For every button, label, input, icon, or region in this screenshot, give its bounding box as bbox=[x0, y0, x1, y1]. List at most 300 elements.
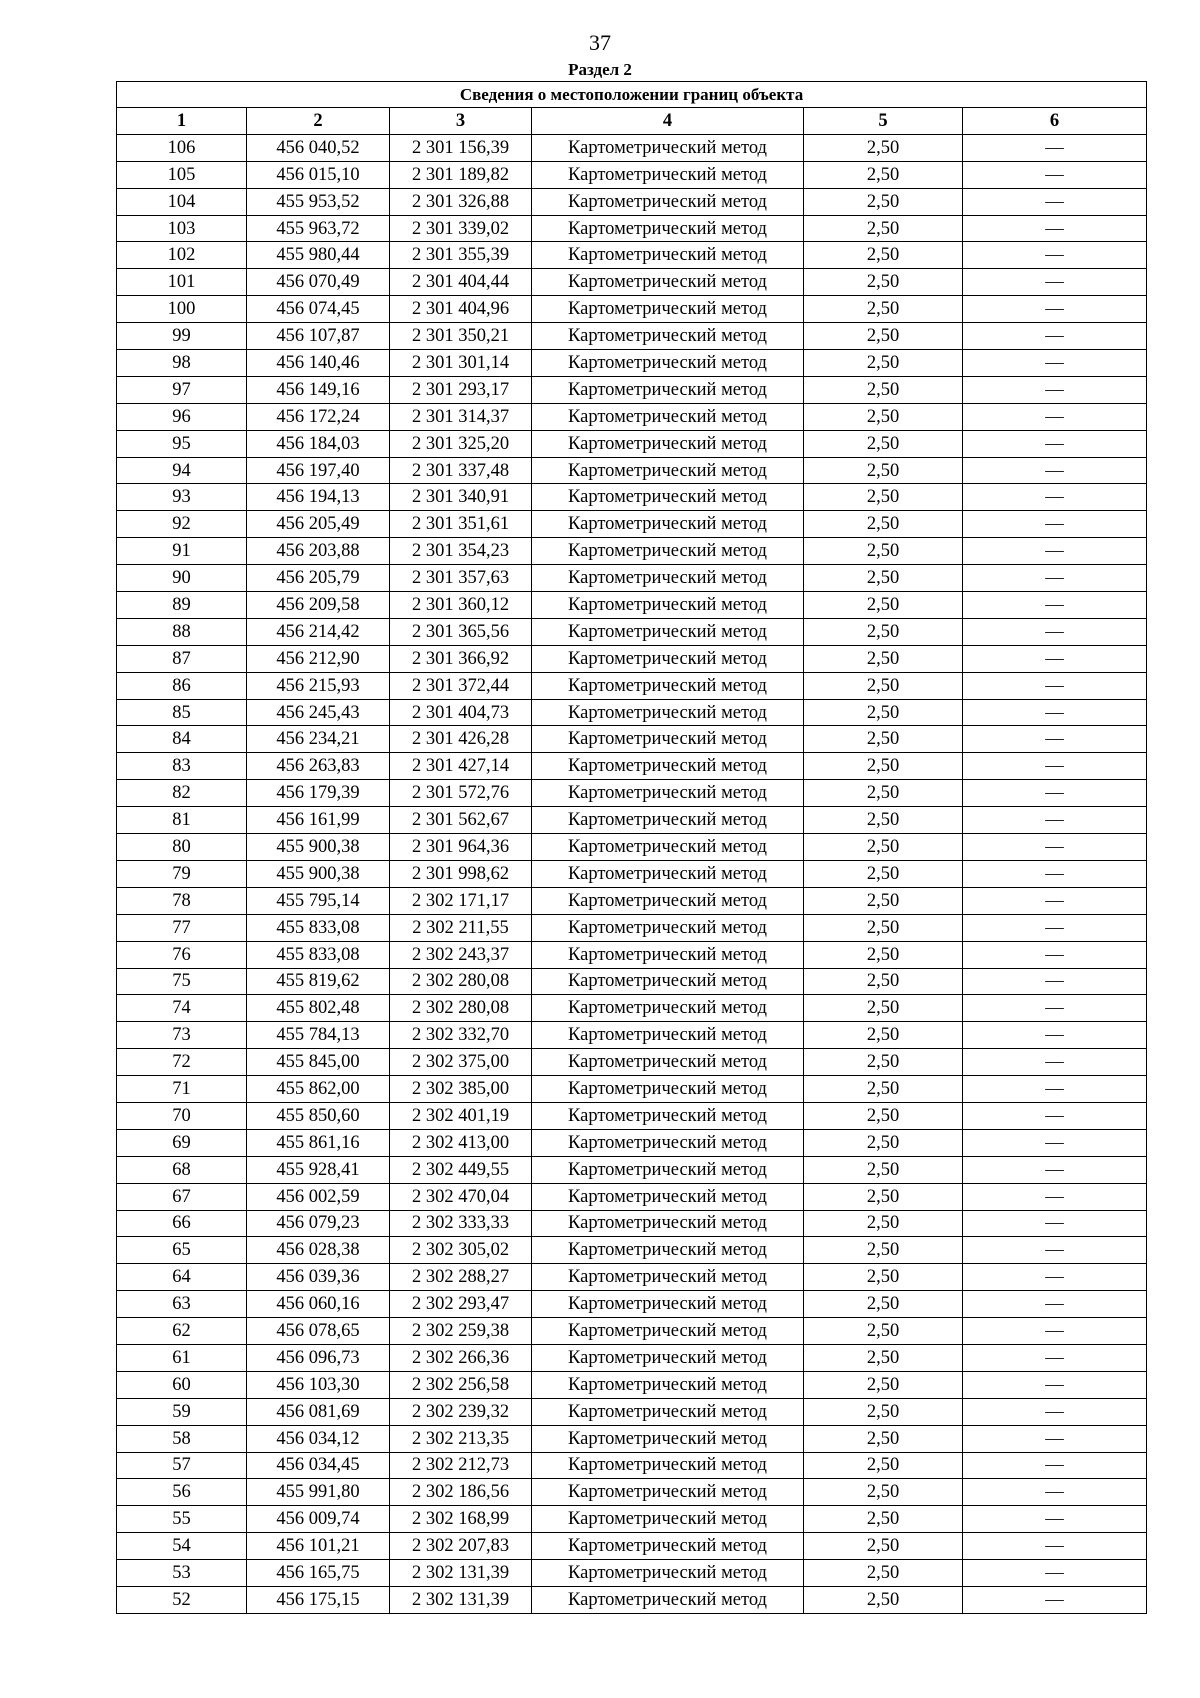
y-coordinate-cell: 2 302 168,99 bbox=[390, 1506, 532, 1533]
x-coordinate-cell: 456 194,13 bbox=[247, 484, 390, 511]
accuracy-cell: 2,50 bbox=[804, 1506, 963, 1533]
accuracy-cell: 2,50 bbox=[804, 1264, 963, 1291]
accuracy-cell: 2,50 bbox=[804, 1371, 963, 1398]
x-coordinate-cell: 456 101,21 bbox=[247, 1533, 390, 1560]
y-coordinate-cell: 2 301 964,36 bbox=[390, 834, 532, 861]
x-coordinate-cell: 456 212,90 bbox=[247, 645, 390, 672]
y-coordinate-cell: 2 301 404,44 bbox=[390, 269, 532, 296]
y-coordinate-cell: 2 301 350,21 bbox=[390, 323, 532, 350]
method-cell: Картометрический метод bbox=[532, 1344, 804, 1371]
accuracy-cell: 2,50 bbox=[804, 565, 963, 592]
description-cell: — bbox=[963, 1237, 1147, 1264]
description-cell: — bbox=[963, 1210, 1147, 1237]
point-number-cell: 70 bbox=[117, 1102, 247, 1129]
accuracy-cell: 2,50 bbox=[804, 834, 963, 861]
accuracy-cell: 2,50 bbox=[804, 134, 963, 161]
method-cell: Картометрический метод bbox=[532, 834, 804, 861]
x-coordinate-cell: 455 845,00 bbox=[247, 1049, 390, 1076]
description-cell: — bbox=[963, 753, 1147, 780]
column-header: 5 bbox=[804, 108, 963, 135]
description-cell: — bbox=[963, 1049, 1147, 1076]
table-row bbox=[117, 753, 1147, 780]
description-cell: — bbox=[963, 376, 1147, 403]
accuracy-cell: 2,50 bbox=[804, 699, 963, 726]
accuracy-cell: 2,50 bbox=[804, 914, 963, 941]
description-cell: — bbox=[963, 1398, 1147, 1425]
table-row bbox=[117, 1156, 1147, 1183]
y-coordinate-cell: 2 301 326,88 bbox=[390, 188, 532, 215]
x-coordinate-cell: 455 861,16 bbox=[247, 1129, 390, 1156]
point-number-cell: 100 bbox=[117, 296, 247, 323]
point-number-cell: 98 bbox=[117, 350, 247, 377]
x-coordinate-cell: 456 179,39 bbox=[247, 780, 390, 807]
table-row bbox=[117, 134, 1147, 161]
table-caption: Сведения о местоположении границ объекта bbox=[117, 82, 1147, 108]
table-row bbox=[117, 1264, 1147, 1291]
accuracy-cell: 2,50 bbox=[804, 968, 963, 995]
accuracy-cell: 2,50 bbox=[804, 403, 963, 430]
table-row bbox=[117, 1506, 1147, 1533]
point-number-cell: 85 bbox=[117, 699, 247, 726]
point-number-cell: 68 bbox=[117, 1156, 247, 1183]
y-coordinate-cell: 2 302 171,17 bbox=[390, 887, 532, 914]
table-row bbox=[117, 834, 1147, 861]
point-number-cell: 74 bbox=[117, 995, 247, 1022]
point-number-cell: 80 bbox=[117, 834, 247, 861]
point-number-cell: 62 bbox=[117, 1318, 247, 1345]
point-number-cell: 81 bbox=[117, 807, 247, 834]
x-coordinate-cell: 456 107,87 bbox=[247, 323, 390, 350]
description-cell: — bbox=[963, 995, 1147, 1022]
method-cell: Картометрический метод bbox=[532, 1129, 804, 1156]
description-cell: — bbox=[963, 1102, 1147, 1129]
method-cell: Картометрический метод bbox=[532, 1210, 804, 1237]
page-number: 37 bbox=[589, 30, 611, 55]
table-row bbox=[117, 1533, 1147, 1560]
method-cell: Картометрический метод bbox=[532, 511, 804, 538]
x-coordinate-cell: 456 074,45 bbox=[247, 296, 390, 323]
point-number-cell: 64 bbox=[117, 1264, 247, 1291]
x-coordinate-cell: 456 140,46 bbox=[247, 350, 390, 377]
accuracy-cell: 2,50 bbox=[804, 242, 963, 269]
description-cell: — bbox=[963, 188, 1147, 215]
description-cell: — bbox=[963, 1560, 1147, 1587]
table-row bbox=[117, 1129, 1147, 1156]
x-coordinate-cell: 455 963,72 bbox=[247, 215, 390, 242]
column-header: 1 bbox=[117, 108, 247, 135]
method-cell: Картометрический метод bbox=[532, 1183, 804, 1210]
y-coordinate-cell: 2 301 372,44 bbox=[390, 672, 532, 699]
method-cell: Картометрический метод bbox=[532, 484, 804, 511]
y-coordinate-cell: 2 301 998,62 bbox=[390, 860, 532, 887]
boundary-table bbox=[116, 81, 1147, 1614]
description-cell: — bbox=[963, 941, 1147, 968]
y-coordinate-cell: 2 301 314,37 bbox=[390, 403, 532, 430]
description-cell: — bbox=[963, 269, 1147, 296]
column-header: 2 bbox=[247, 108, 390, 135]
table-row bbox=[117, 484, 1147, 511]
method-cell: Картометрический метод bbox=[532, 592, 804, 619]
x-coordinate-cell: 456 028,38 bbox=[247, 1237, 390, 1264]
accuracy-cell: 2,50 bbox=[804, 511, 963, 538]
x-coordinate-cell: 456 040,52 bbox=[247, 134, 390, 161]
method-cell: Картометрический метод bbox=[532, 1425, 804, 1452]
x-coordinate-cell: 456 015,10 bbox=[247, 161, 390, 188]
description-cell: — bbox=[963, 161, 1147, 188]
method-cell: Картометрический метод bbox=[532, 860, 804, 887]
description-cell: — bbox=[963, 215, 1147, 242]
table-row bbox=[117, 350, 1147, 377]
y-coordinate-cell: 2 301 426,28 bbox=[390, 726, 532, 753]
point-number-cell: 106 bbox=[117, 134, 247, 161]
table-row bbox=[117, 565, 1147, 592]
x-coordinate-cell: 455 795,14 bbox=[247, 887, 390, 914]
x-coordinate-cell: 456 165,75 bbox=[247, 1560, 390, 1587]
table-row bbox=[117, 860, 1147, 887]
method-cell: Картометрический метод bbox=[532, 134, 804, 161]
y-coordinate-cell: 2 302 280,08 bbox=[390, 995, 532, 1022]
description-cell: — bbox=[963, 1129, 1147, 1156]
table-row bbox=[117, 726, 1147, 753]
point-number-cell: 73 bbox=[117, 1022, 247, 1049]
table-caption-row bbox=[117, 82, 1147, 108]
y-coordinate-cell: 2 301 365,56 bbox=[390, 618, 532, 645]
x-coordinate-cell: 456 215,93 bbox=[247, 672, 390, 699]
description-cell: — bbox=[963, 242, 1147, 269]
description-cell: — bbox=[963, 1344, 1147, 1371]
table-row bbox=[117, 323, 1147, 350]
y-coordinate-cell: 2 302 470,04 bbox=[390, 1183, 532, 1210]
table-row bbox=[117, 242, 1147, 269]
x-coordinate-cell: 455 819,62 bbox=[247, 968, 390, 995]
y-coordinate-cell: 2 301 301,14 bbox=[390, 350, 532, 377]
method-cell: Картометрический метод bbox=[532, 645, 804, 672]
y-coordinate-cell: 2 301 366,92 bbox=[390, 645, 532, 672]
description-cell: — bbox=[963, 323, 1147, 350]
y-coordinate-cell: 2 301 351,61 bbox=[390, 511, 532, 538]
x-coordinate-cell: 456 039,36 bbox=[247, 1264, 390, 1291]
point-number-cell: 76 bbox=[117, 941, 247, 968]
description-cell: — bbox=[963, 1371, 1147, 1398]
point-number-cell: 91 bbox=[117, 538, 247, 565]
x-coordinate-cell: 456 234,21 bbox=[247, 726, 390, 753]
x-coordinate-cell: 455 784,13 bbox=[247, 1022, 390, 1049]
accuracy-cell: 2,50 bbox=[804, 1156, 963, 1183]
description-cell: — bbox=[963, 457, 1147, 484]
description-cell: — bbox=[963, 484, 1147, 511]
x-coordinate-cell: 456 079,23 bbox=[247, 1210, 390, 1237]
description-cell: — bbox=[963, 1022, 1147, 1049]
method-cell: Картометрический метод bbox=[532, 1264, 804, 1291]
table-row bbox=[117, 376, 1147, 403]
table-row bbox=[117, 430, 1147, 457]
point-number-cell: 56 bbox=[117, 1479, 247, 1506]
description-cell: — bbox=[963, 914, 1147, 941]
table-row bbox=[117, 1425, 1147, 1452]
method-cell: Картометрический метод bbox=[532, 726, 804, 753]
x-coordinate-cell: 456 060,16 bbox=[247, 1291, 390, 1318]
y-coordinate-cell: 2 302 280,08 bbox=[390, 968, 532, 995]
accuracy-cell: 2,50 bbox=[804, 323, 963, 350]
column-header-row bbox=[117, 108, 1147, 135]
point-number-cell: 92 bbox=[117, 511, 247, 538]
method-cell: Картометрический метод bbox=[532, 1506, 804, 1533]
description-cell: — bbox=[963, 780, 1147, 807]
table-row bbox=[117, 672, 1147, 699]
y-coordinate-cell: 2 302 375,00 bbox=[390, 1049, 532, 1076]
x-coordinate-cell: 456 034,45 bbox=[247, 1452, 390, 1479]
accuracy-cell: 2,50 bbox=[804, 1344, 963, 1371]
method-cell: Картометрический метод bbox=[532, 565, 804, 592]
description-cell: — bbox=[963, 1076, 1147, 1103]
y-coordinate-cell: 2 302 211,55 bbox=[390, 914, 532, 941]
method-cell: Картометрический метод bbox=[532, 430, 804, 457]
table-row bbox=[117, 1479, 1147, 1506]
point-number-cell: 57 bbox=[117, 1452, 247, 1479]
point-number-cell: 84 bbox=[117, 726, 247, 753]
point-number-cell: 78 bbox=[117, 887, 247, 914]
accuracy-cell: 2,50 bbox=[804, 161, 963, 188]
x-coordinate-cell: 456 149,16 bbox=[247, 376, 390, 403]
accuracy-cell: 2,50 bbox=[804, 538, 963, 565]
x-coordinate-cell: 456 034,12 bbox=[247, 1425, 390, 1452]
accuracy-cell: 2,50 bbox=[804, 780, 963, 807]
method-cell: Картометрический метод bbox=[532, 1076, 804, 1103]
description-cell: — bbox=[963, 807, 1147, 834]
point-number-cell: 99 bbox=[117, 323, 247, 350]
table-row bbox=[117, 645, 1147, 672]
accuracy-cell: 2,50 bbox=[804, 376, 963, 403]
table-row bbox=[117, 1076, 1147, 1103]
y-coordinate-cell: 2 302 212,73 bbox=[390, 1452, 532, 1479]
table-row bbox=[117, 538, 1147, 565]
description-cell: — bbox=[963, 403, 1147, 430]
table-row bbox=[117, 1183, 1147, 1210]
point-number-cell: 58 bbox=[117, 1425, 247, 1452]
method-cell: Картометрический метод bbox=[532, 1479, 804, 1506]
x-coordinate-cell: 456 209,58 bbox=[247, 592, 390, 619]
accuracy-cell: 2,50 bbox=[804, 1049, 963, 1076]
table-row bbox=[117, 941, 1147, 968]
description-cell: — bbox=[963, 1452, 1147, 1479]
y-coordinate-cell: 2 301 293,17 bbox=[390, 376, 532, 403]
accuracy-cell: 2,50 bbox=[804, 1398, 963, 1425]
accuracy-cell: 2,50 bbox=[804, 672, 963, 699]
y-coordinate-cell: 2 301 360,12 bbox=[390, 592, 532, 619]
table-row bbox=[117, 1452, 1147, 1479]
method-cell: Картометрический метод bbox=[532, 188, 804, 215]
method-cell: Картометрический метод bbox=[532, 296, 804, 323]
point-number-cell: 101 bbox=[117, 269, 247, 296]
point-number-cell: 55 bbox=[117, 1506, 247, 1533]
y-coordinate-cell: 2 302 213,35 bbox=[390, 1425, 532, 1452]
description-cell: — bbox=[963, 1183, 1147, 1210]
method-cell: Картометрический метод bbox=[532, 323, 804, 350]
table-body bbox=[117, 134, 1147, 1613]
point-number-cell: 60 bbox=[117, 1371, 247, 1398]
x-coordinate-cell: 456 096,73 bbox=[247, 1344, 390, 1371]
table-row bbox=[117, 807, 1147, 834]
description-cell: — bbox=[963, 834, 1147, 861]
x-coordinate-cell: 456 078,65 bbox=[247, 1318, 390, 1345]
method-cell: Картометрический метод bbox=[532, 1156, 804, 1183]
accuracy-cell: 2,50 bbox=[804, 618, 963, 645]
description-cell: — bbox=[963, 1425, 1147, 1452]
y-coordinate-cell: 2 302 259,38 bbox=[390, 1318, 532, 1345]
method-cell: Картометрический метод bbox=[532, 1102, 804, 1129]
accuracy-cell: 2,50 bbox=[804, 1237, 963, 1264]
method-cell: Картометрический метод bbox=[532, 457, 804, 484]
description-cell: — bbox=[963, 1264, 1147, 1291]
table-row bbox=[117, 296, 1147, 323]
x-coordinate-cell: 456 161,99 bbox=[247, 807, 390, 834]
y-coordinate-cell: 2 301 357,63 bbox=[390, 565, 532, 592]
table-row bbox=[117, 995, 1147, 1022]
x-coordinate-cell: 456 203,88 bbox=[247, 538, 390, 565]
y-coordinate-cell: 2 302 413,00 bbox=[390, 1129, 532, 1156]
y-coordinate-cell: 2 301 339,02 bbox=[390, 215, 532, 242]
accuracy-cell: 2,50 bbox=[804, 726, 963, 753]
y-coordinate-cell: 2 302 239,32 bbox=[390, 1398, 532, 1425]
point-number-cell: 87 bbox=[117, 645, 247, 672]
point-number-cell: 66 bbox=[117, 1210, 247, 1237]
accuracy-cell: 2,50 bbox=[804, 1586, 963, 1613]
point-number-cell: 102 bbox=[117, 242, 247, 269]
y-coordinate-cell: 2 302 256,58 bbox=[390, 1371, 532, 1398]
method-cell: Картометрический метод bbox=[532, 1533, 804, 1560]
y-coordinate-cell: 2 302 131,39 bbox=[390, 1586, 532, 1613]
accuracy-cell: 2,50 bbox=[804, 753, 963, 780]
point-number-cell: 96 bbox=[117, 403, 247, 430]
method-cell: Картометрический метод bbox=[532, 618, 804, 645]
x-coordinate-cell: 456 263,83 bbox=[247, 753, 390, 780]
x-coordinate-cell: 456 184,03 bbox=[247, 430, 390, 457]
point-number-cell: 95 bbox=[117, 430, 247, 457]
method-cell: Картометрический метод bbox=[532, 968, 804, 995]
table-row bbox=[117, 269, 1147, 296]
table-row bbox=[117, 968, 1147, 995]
description-cell: — bbox=[963, 1586, 1147, 1613]
point-number-cell: 82 bbox=[117, 780, 247, 807]
description-cell: — bbox=[963, 565, 1147, 592]
table-row bbox=[117, 1291, 1147, 1318]
method-cell: Картометрический метод bbox=[532, 376, 804, 403]
description-cell: — bbox=[963, 538, 1147, 565]
y-coordinate-cell: 2 301 337,48 bbox=[390, 457, 532, 484]
accuracy-cell: 2,50 bbox=[804, 995, 963, 1022]
point-number-cell: 69 bbox=[117, 1129, 247, 1156]
y-coordinate-cell: 2 302 332,70 bbox=[390, 1022, 532, 1049]
table-row bbox=[117, 403, 1147, 430]
method-cell: Картометрический метод bbox=[532, 807, 804, 834]
point-number-cell: 77 bbox=[117, 914, 247, 941]
description-cell: — bbox=[963, 1291, 1147, 1318]
table-row bbox=[117, 1344, 1147, 1371]
table-row bbox=[117, 1210, 1147, 1237]
description-cell: — bbox=[963, 1506, 1147, 1533]
x-coordinate-cell: 456 175,15 bbox=[247, 1586, 390, 1613]
table-row bbox=[117, 780, 1147, 807]
method-cell: Картометрический метод bbox=[532, 1022, 804, 1049]
accuracy-cell: 2,50 bbox=[804, 1291, 963, 1318]
method-cell: Картометрический метод bbox=[532, 1398, 804, 1425]
point-number-cell: 52 bbox=[117, 1586, 247, 1613]
y-coordinate-cell: 2 302 207,83 bbox=[390, 1533, 532, 1560]
point-number-cell: 75 bbox=[117, 968, 247, 995]
table-row bbox=[117, 1318, 1147, 1345]
y-coordinate-cell: 2 301 572,76 bbox=[390, 780, 532, 807]
point-number-cell: 89 bbox=[117, 592, 247, 619]
description-cell: — bbox=[963, 860, 1147, 887]
method-cell: Картометрический метод bbox=[532, 780, 804, 807]
accuracy-cell: 2,50 bbox=[804, 1425, 963, 1452]
x-coordinate-cell: 455 833,08 bbox=[247, 914, 390, 941]
x-coordinate-cell: 456 002,59 bbox=[247, 1183, 390, 1210]
method-cell: Картометрический метод bbox=[532, 161, 804, 188]
description-cell: — bbox=[963, 968, 1147, 995]
x-coordinate-cell: 455 900,38 bbox=[247, 860, 390, 887]
accuracy-cell: 2,50 bbox=[804, 296, 963, 323]
description-cell: — bbox=[963, 1156, 1147, 1183]
description-cell: — bbox=[963, 592, 1147, 619]
description-cell: — bbox=[963, 1533, 1147, 1560]
column-header: 6 bbox=[963, 108, 1147, 135]
y-coordinate-cell: 2 301 189,82 bbox=[390, 161, 532, 188]
accuracy-cell: 2,50 bbox=[804, 1318, 963, 1345]
description-cell: — bbox=[963, 699, 1147, 726]
y-coordinate-cell: 2 301 156,39 bbox=[390, 134, 532, 161]
y-coordinate-cell: 2 301 354,23 bbox=[390, 538, 532, 565]
point-number-cell: 79 bbox=[117, 860, 247, 887]
point-number-cell: 105 bbox=[117, 161, 247, 188]
description-cell: — bbox=[963, 350, 1147, 377]
point-number-cell: 63 bbox=[117, 1291, 247, 1318]
description-cell: — bbox=[963, 134, 1147, 161]
accuracy-cell: 2,50 bbox=[804, 887, 963, 914]
point-number-cell: 97 bbox=[117, 376, 247, 403]
column-header: 3 bbox=[390, 108, 532, 135]
point-number-cell: 90 bbox=[117, 565, 247, 592]
accuracy-cell: 2,50 bbox=[804, 807, 963, 834]
table-row bbox=[117, 887, 1147, 914]
table-row bbox=[117, 1560, 1147, 1587]
x-coordinate-cell: 456 070,49 bbox=[247, 269, 390, 296]
x-coordinate-cell: 456 205,79 bbox=[247, 565, 390, 592]
description-cell: — bbox=[963, 672, 1147, 699]
method-cell: Картометрический метод bbox=[532, 699, 804, 726]
x-coordinate-cell: 455 980,44 bbox=[247, 242, 390, 269]
x-coordinate-cell: 455 862,00 bbox=[247, 1076, 390, 1103]
x-coordinate-cell: 455 833,08 bbox=[247, 941, 390, 968]
y-coordinate-cell: 2 302 449,55 bbox=[390, 1156, 532, 1183]
accuracy-cell: 2,50 bbox=[804, 1183, 963, 1210]
accuracy-cell: 2,50 bbox=[804, 1102, 963, 1129]
accuracy-cell: 2,50 bbox=[804, 215, 963, 242]
accuracy-cell: 2,50 bbox=[804, 188, 963, 215]
point-number-cell: 65 bbox=[117, 1237, 247, 1264]
accuracy-cell: 2,50 bbox=[804, 1210, 963, 1237]
y-coordinate-cell: 2 302 333,33 bbox=[390, 1210, 532, 1237]
table-row bbox=[117, 215, 1147, 242]
accuracy-cell: 2,50 bbox=[804, 350, 963, 377]
accuracy-cell: 2,50 bbox=[804, 645, 963, 672]
y-coordinate-cell: 2 302 305,02 bbox=[390, 1237, 532, 1264]
accuracy-cell: 2,50 bbox=[804, 269, 963, 296]
method-cell: Картометрический метод bbox=[532, 1452, 804, 1479]
x-coordinate-cell: 456 245,43 bbox=[247, 699, 390, 726]
accuracy-cell: 2,50 bbox=[804, 430, 963, 457]
method-cell: Картометрический метод bbox=[532, 215, 804, 242]
